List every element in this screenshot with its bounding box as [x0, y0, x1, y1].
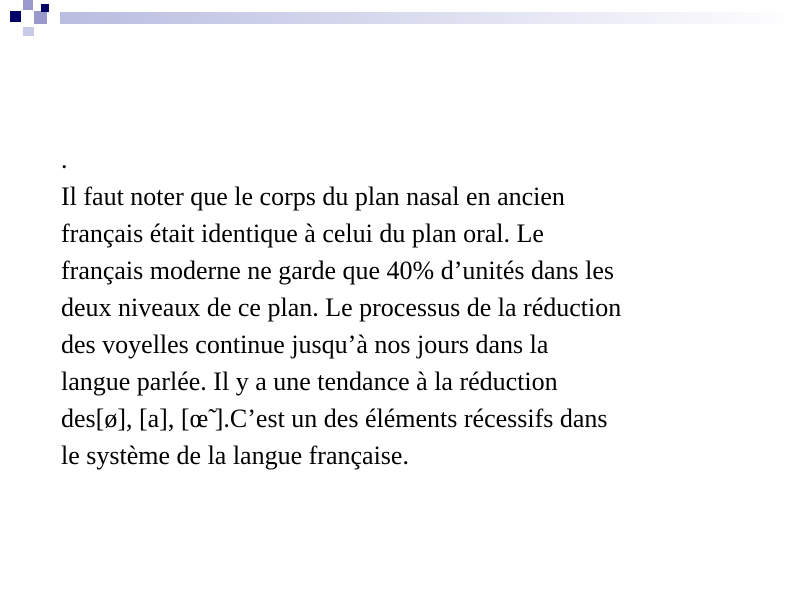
text-line-2: français était identique à celui du plan oral. Le — [61, 219, 544, 248]
decoration-square-navy-small — [41, 4, 49, 12]
decoration-square-light — [23, 27, 34, 36]
decoration-square-periwinkle-2 — [34, 11, 47, 24]
text-line-1: Il faut noter que le corps du plan nasal en ancien — [61, 182, 565, 211]
decoration-square-periwinkle — [23, 0, 33, 10]
text-line-8: le système de la langue française. — [61, 441, 409, 470]
text-line-5: des voyelles continue jusqu’à nos jours dans la — [61, 330, 549, 359]
decoration-gradient-bar — [60, 12, 800, 24]
text-line-6: langue parlée. Il y a une tendance à la réduction — [61, 367, 558, 396]
decoration-square-navy — [10, 11, 21, 22]
text-line-7: des[ø], [a], [œ̃ ].C’est un des éléments récessifs dans — [61, 404, 608, 433]
title-decoration — [0, 0, 800, 50]
slide-body-text — [61, 141, 761, 474]
leading-dot: . — [61, 145, 68, 174]
text-line-3: français moderne ne garde que 40% d’unités dans les — [61, 256, 615, 285]
text-line-4: deux niveaux de ce plan. Le processus de la réduction — [61, 293, 622, 322]
